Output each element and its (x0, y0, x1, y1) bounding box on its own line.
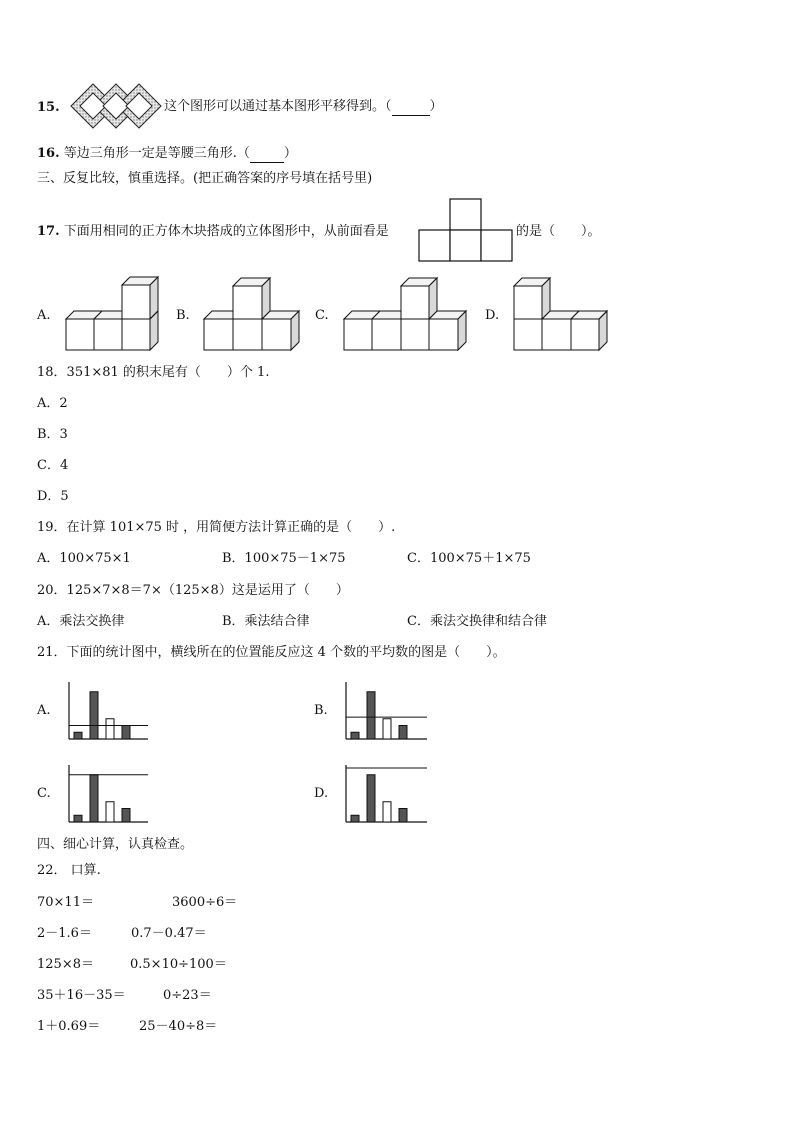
q15-number: 15. (37, 100, 60, 115)
bar (399, 726, 407, 740)
q18-question: 18．351×81 的积末尾有（ ）个 1. (37, 365, 270, 380)
q22-row5-right[interactable]: 25－40÷8＝ (139, 1019, 218, 1034)
q20-option-b[interactable]: B．乘法结合律 (222, 614, 310, 629)
q17-option-c-figure (344, 276, 474, 352)
q21-option-a-label[interactable]: A. (37, 703, 51, 718)
q15-statement: 这个图形可以通过基本图形平移得到。（ (164, 99, 392, 114)
bar (122, 809, 130, 823)
bar (106, 802, 114, 822)
section4-title: 四、细心计算，认真检查。 (37, 837, 194, 852)
bar (74, 815, 82, 822)
q15-close: ） (429, 99, 443, 114)
q17-text-before (37, 224, 389, 240)
q16-statement: 等边三角形一定是等腰三角形.（ (63, 146, 250, 161)
q20-option-c[interactable]: C．乘法交换律和结合律 (407, 614, 547, 629)
q16-close: ） (283, 146, 297, 161)
q17-front-view-figure (418, 198, 514, 262)
q18-option-d[interactable]: D．5 (37, 489, 69, 504)
q17-option-b-label[interactable]: B. (176, 308, 190, 323)
q21-option-c-label[interactable]: C. (37, 786, 51, 801)
q22-row4-left[interactable]: 35＋16－35＝ (37, 988, 126, 1003)
section3-title: 三、反复比较，慎重选择。(把正确答案的序号填在括号里) (37, 171, 373, 186)
q17-option-d-figure (514, 276, 624, 352)
bar (106, 719, 114, 739)
q21-question: 21．下面的统计图中，横线所在的位置能反应这 4 个数的平均数的图是（ ）。 (37, 645, 506, 660)
bar (367, 775, 375, 822)
q22-row1-right[interactable]: 3600÷6＝ (172, 895, 238, 910)
q15-text (164, 99, 443, 116)
q17-option-a-label[interactable]: A. (37, 308, 51, 323)
q17-number: 17. (37, 224, 60, 239)
q16-number: 16. (37, 146, 60, 161)
q22-row2-left[interactable]: 2－1.6＝ (37, 926, 92, 941)
q21-option-b-label[interactable]: B. (314, 703, 328, 718)
q22-row1-left[interactable]: 70×11＝ (37, 895, 94, 910)
q19-option-b[interactable]: B．100×75－1×75 (222, 551, 346, 566)
q18-option-b[interactable]: B．3 (37, 427, 68, 442)
q17-option-a-figure (66, 276, 176, 352)
q22-row2-right[interactable]: 0.7－0.47＝ (131, 926, 207, 941)
q17-option-b-figure (204, 276, 314, 352)
q20-option-a[interactable]: A．乘法交换律 (37, 614, 125, 629)
q21-chart-a (66, 680, 150, 742)
q17-statement: 下面用相同的正方体木块搭成的立体图形中，从前面看是 (63, 224, 389, 239)
q15-answer-blank[interactable] (392, 99, 430, 116)
bar (367, 692, 375, 739)
q21-chart-c (66, 763, 150, 825)
bar (351, 815, 359, 822)
bar (122, 726, 130, 740)
q18-option-a[interactable]: A．2 (37, 396, 68, 411)
bar (90, 775, 98, 822)
bar (383, 802, 391, 822)
q16-text (37, 146, 297, 163)
q22-row4-right[interactable]: 0÷23＝ (163, 988, 212, 1003)
q21-option-d-label[interactable]: D. (314, 786, 329, 801)
q15-diamond-figure (70, 83, 162, 129)
q22-row3-left[interactable]: 125×8＝ (37, 957, 94, 972)
q17-option-c-label[interactable]: C. (315, 308, 329, 323)
q21-chart-d (343, 763, 429, 825)
q22-row3-right[interactable]: 0.5×10÷100＝ (130, 957, 227, 972)
q16-answer-blank[interactable] (250, 146, 284, 163)
q19-option-a[interactable]: A．100×75×1 (37, 551, 131, 566)
q17-text-after: 的是（ ）。 (516, 224, 601, 239)
q22-heading: 22． 口算. (37, 863, 101, 878)
bar (351, 732, 359, 739)
q20-question: 20．125×7×8＝7×（125×8）这是运用了（ ） (37, 583, 349, 598)
bar (399, 809, 407, 823)
q19-question: 19．在计算 101×75 时 ，用简便方法计算正确的是（ ）. (37, 520, 396, 535)
bar (383, 719, 391, 739)
bar (74, 732, 82, 739)
q19-option-c[interactable]: C．100×75＋1×75 (407, 551, 531, 566)
q17-option-d-label[interactable]: D. (485, 308, 500, 323)
q21-chart-b (343, 680, 429, 742)
q22-row5-left[interactable]: 1＋0.69＝ (37, 1019, 101, 1034)
bar (90, 692, 98, 739)
q18-option-c[interactable]: C．4 (37, 458, 69, 473)
